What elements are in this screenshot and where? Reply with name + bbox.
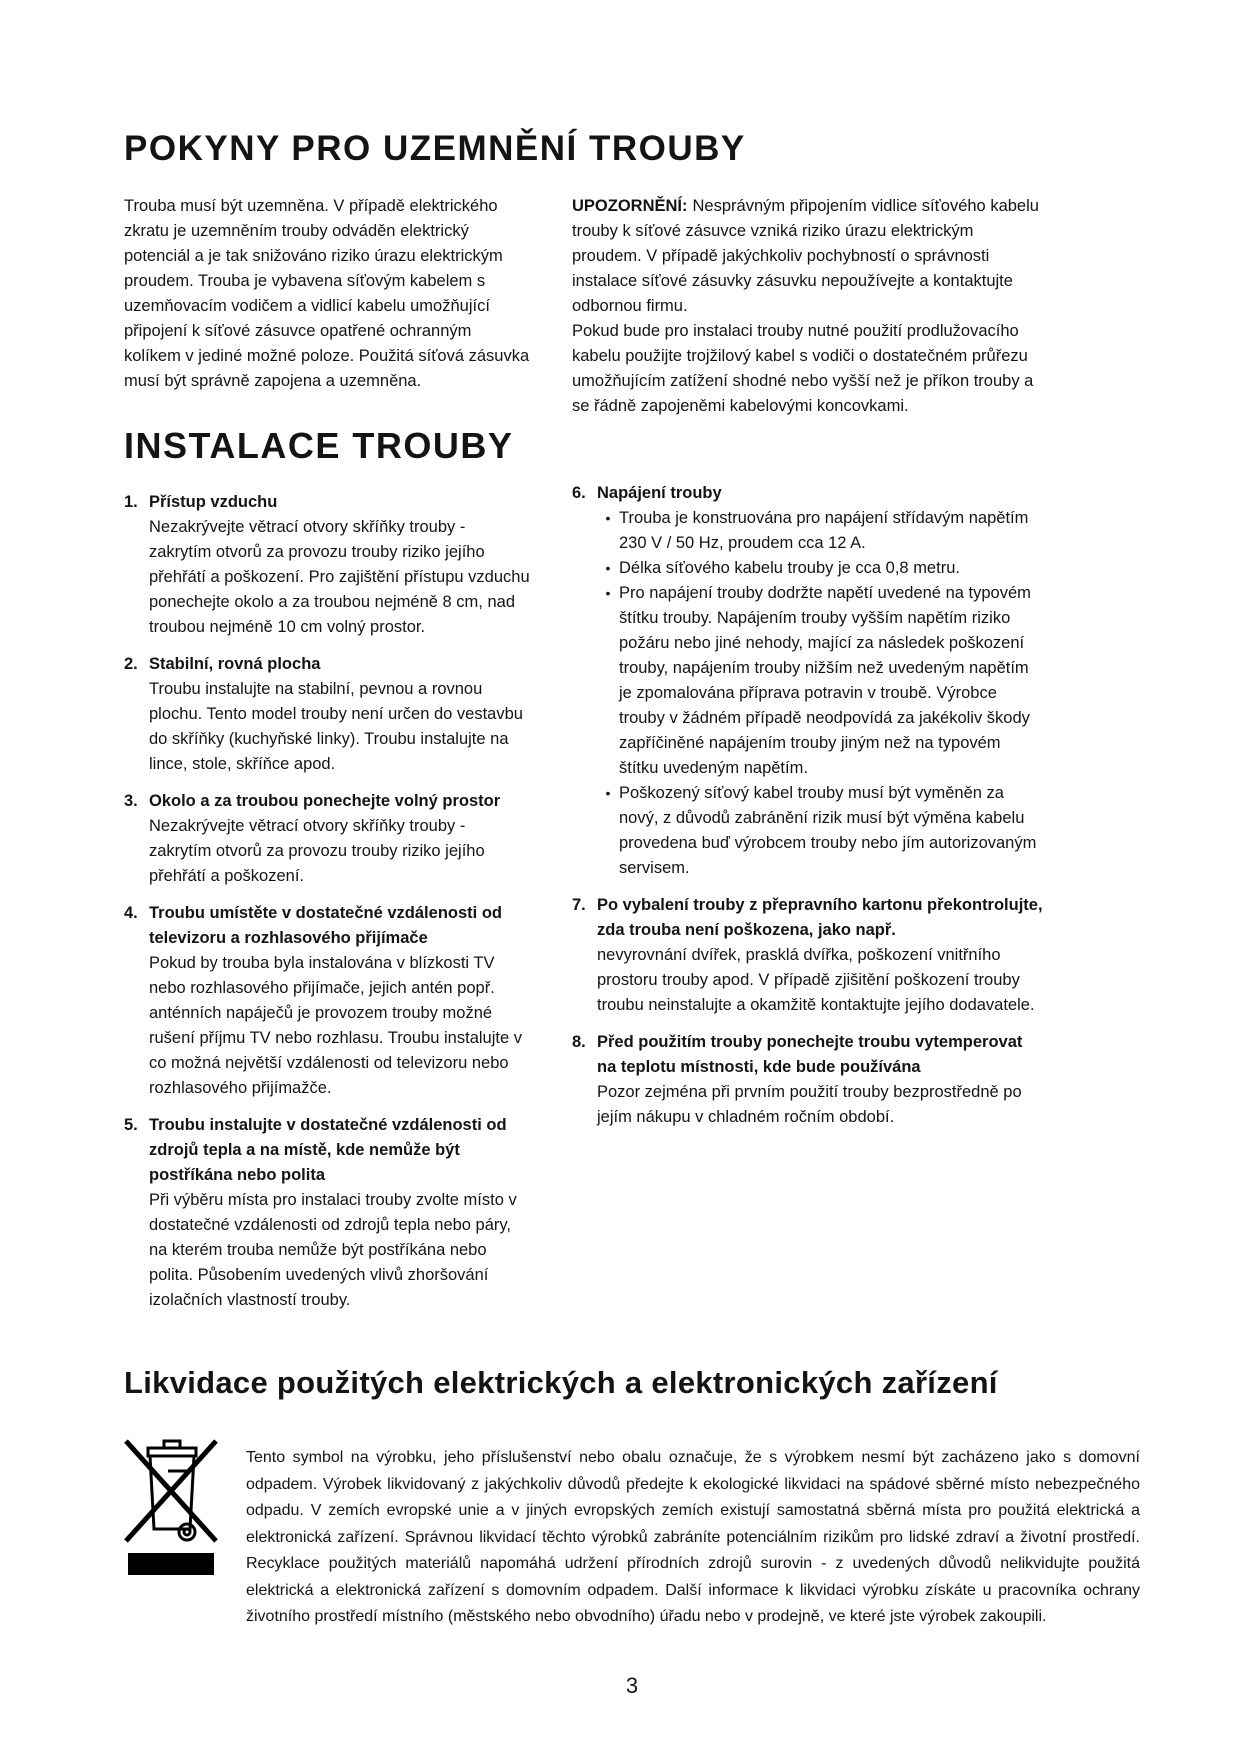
item-heading: Přístup vzduchu [149, 493, 278, 511]
disposal-section-title: Likvidace použitých elektrických a elektronických zařízení [124, 1365, 998, 1400]
item-body: Nezakrývejte větrací otvory skříňky trouby - zakrytím otvorů za provozu trouby riziko jejího přehřátí a poškození. Pro zajištění přístupu vzduchu ponechejte okolo a za troubou nejméně 8 cm, nad troubou nejméně 10 cm volný prostor. [149, 518, 530, 636]
item-heading: Okolo a za troubou ponechejte volný prostor [149, 792, 501, 810]
item-bullet-list [597, 506, 1044, 881]
item-content [597, 481, 1044, 881]
item-body: nevyrovnání dvířek, prasklá dvířka, poškození vnitřního prostoru trouby apod. V případě zjišitění poškození trouby troubu neinstalujte a okamžitě kontaktujte jejího dodavatele. [597, 946, 1035, 1014]
bullet-item [597, 556, 1044, 581]
grounding-section-title: POKYNY PRO UZEMNĚNÍ TROUBY [124, 129, 746, 168]
item-content [149, 1113, 532, 1313]
installation-item [124, 1113, 532, 1313]
item-body: Při výběru místa pro instalaci trouby zvolte místo v dostatečné vzdálenosti od zdrojů tepla nebo páry, na kterém trouba nemůže být postříkána nebo polita. Působením uvedených vlivů zhoršování izolačních vlastností trouby. [149, 1191, 517, 1309]
installation-item [124, 789, 532, 889]
warning-label: UPOZORNĚNÍ: [572, 197, 688, 215]
bullet-text: Poškozený síťový kabel trouby musí být vyměněn za nový, z důvodů zabránění rizik musí být výměna kabelu provedena buď výrobcem trouby nebo jím autorizovaným servisem. [619, 784, 1037, 877]
item-content [149, 901, 532, 1101]
item-heading: Troubu umístěte v dostatečné vzdálenosti od televizoru a rozhlasového přijímače [149, 904, 502, 947]
disposal-row [124, 1429, 1140, 1647]
weee-crossed-out-wheelie-bin-icon [124, 1429, 224, 1647]
item-number: 6. [572, 484, 586, 502]
item-heading: Troubu instalujte v dostatečné vzdálenosti od zdrojů tepla a na místě, kde nemůže být postříkána nebo polita [149, 1116, 507, 1184]
warning-paragraph [572, 194, 1044, 319]
installation-item [124, 490, 532, 640]
disposal-paragraph: Tento symbol na výrobku, jeho příslušenství nebo obalu označuje, že s výrobkem nesmí být zacházeno jako s domovní odpadem. Výrobek likvidovaný z jakýchkoliv důvodů předejte k ekologické likvidaci na spádové sběrné místo nebezpečného odpadu. V zemích evropské unie a v jiných evropských zemích existují samostatná sběrná místa pro použitá elektrická a elektronická zařízení. Správnou likvidací těchto výrobků zabráníte potenciálním rizikům pro lidské zdraví a životní prostředí. Recyklace použitých materiálů napomáhá udržení přírodních zdrojů surovin - z uvedených důvodů nelikvidujte použitá elektrická a elektronická zařízení s domovním odpadem. Další informace k likvidaci výrobku získáte u pracovníka ochrany životního prostředí místního (městského nebo obvodního) úřadu nebo v prodejně, ve které jste výrobek zakoupili. [246, 1449, 1140, 1625]
installation-item [572, 893, 1044, 1018]
item-heading: Po vybalení trouby z přepravního kartonu překontrolujte, zda trouba není poškozena, jako např. [597, 896, 1043, 939]
item-number: 8. [572, 1033, 586, 1051]
item-number: 7. [572, 896, 586, 914]
installation-section-title: INSTALACE TROUBY [124, 425, 514, 466]
warning-text: Nesprávným připojením vidlice síťového kabelu trouby k síťové zásuvce vzniká riziko úrazu elektrickým proudem. V případě jakýchkoliv pochybností o správnosti instalace síťové zásuvky zásuvku nepoužívejte a kontaktujte odbornou firmu. [572, 197, 1039, 315]
disposal-section [124, 1365, 1140, 1647]
bullet-text: Trouba je konstruována pro napájení střídavým napětím 230 V / 50 Hz, proudem cca 12 A. [619, 509, 1029, 552]
page-number: 3 [625, 1672, 639, 1698]
item-number: 2. [124, 655, 138, 673]
bullet-item [597, 781, 1044, 881]
grounding-intro-paragraph: Trouba musí být uzemněna. V případě elektrického zkratu je uzemněním trouby odváděn elektrický potenciál a je tak snižováno riziko úrazu elektrickým proudem. Trouba je vybavena síťovým kabelem s uzemňovacím vodičem a vidlicí kabelu umožňující připojení k síťové zásuvce opatřené ochranným kolíkem v jediné možné poloze. Použitá síťová zásuvka musí být správně zapojena a uzemněna. [124, 197, 530, 390]
item-heading: Stabilní, rovná plocha [149, 655, 321, 673]
bullet-icon: • [605, 510, 611, 526]
item-content [149, 652, 532, 777]
item-content [149, 789, 532, 889]
bullet-icon: • [605, 560, 611, 576]
right-column [572, 194, 1044, 1325]
installation-item [572, 481, 1044, 881]
item-content [597, 893, 1044, 1018]
two-column-layout [124, 194, 1140, 1325]
page-footer [124, 1673, 1140, 1699]
bullet-text: Délka síťového kabelu trouby je cca 0,8 metru. [619, 559, 960, 577]
bullet-icon: • [605, 785, 611, 801]
item-number: 4. [124, 904, 138, 922]
bullet-item [597, 581, 1044, 781]
item-heading: Před použitím trouby ponechejte troubu vytemperovat na teplotu místnosti, kde bude používána [597, 1033, 1023, 1076]
item-content [149, 490, 532, 640]
item-body: Pokud by trouba byla instalována v blízkosti TV nebo rozhlasového přijímače, jejich antén popř. anténních napáječů je provozem trouby možné rušení příjmu TV nebo rozhlasu. Troubu instalujte v co možná největší vzdálenosti od televizoru nebo rozhlasového přijímažče. [149, 954, 522, 1097]
item-body: Troubu instalujte na stabilní, pevnou a rovnou plochu. Tento model trouby není určen do vestavbu do skříňky (kuchyňské linky). Troubu instalujte na lince, stole, skříňce apod. [149, 680, 523, 773]
bullet-text: Pro napájení trouby dodržte napětí uvedené na typovém štítku trouby. Napájením trouby vyšším napětím riziko požáru nebo jiné nehody, mající za následek poškození trouby, napájením trouby nižším než uvedeným napětím je zpomalována příprava potravin v troubě. Výrobce trouby v žádném případě neodpovídá za jakékoliv škody zapříčiněné napájením trouby jiným než na typovém štítku uvedeným napětím. [619, 584, 1031, 777]
installation-item [124, 901, 532, 1101]
item-number: 3. [124, 792, 138, 810]
bullet-item [597, 506, 1044, 556]
installation-items-left [124, 490, 532, 1313]
installation-items-right [572, 481, 1044, 1130]
item-heading: Napájení trouby [597, 484, 722, 502]
item-content [597, 1030, 1044, 1130]
extension-cord-paragraph: Pokud bude pro instalaci trouby nutné použití prodlužovacího kabelu použijte trojžilový kabel s vodiči o dostatečném průřezu umožňujícím zatížení shodné nebo vyšší než je příkon trouby a se řádně zapojeněmi kabelovými koncovkami. [572, 322, 1034, 415]
installation-item [572, 1030, 1044, 1130]
item-body: Nezakrývejte větrací otvory skříňky trouby - zakrytím otvorů za provozu trouby riziko jejího přehřátí a poškození. [149, 817, 485, 885]
item-number: 5. [124, 1116, 138, 1134]
left-column [124, 194, 532, 1325]
bullet-icon: • [605, 585, 611, 601]
item-number: 1. [124, 493, 138, 511]
installation-item [124, 652, 532, 777]
item-body: Pozor zejména při prvním použití trouby bezprostředně po jejím nákupu v chladném ročním období. [597, 1083, 1022, 1126]
